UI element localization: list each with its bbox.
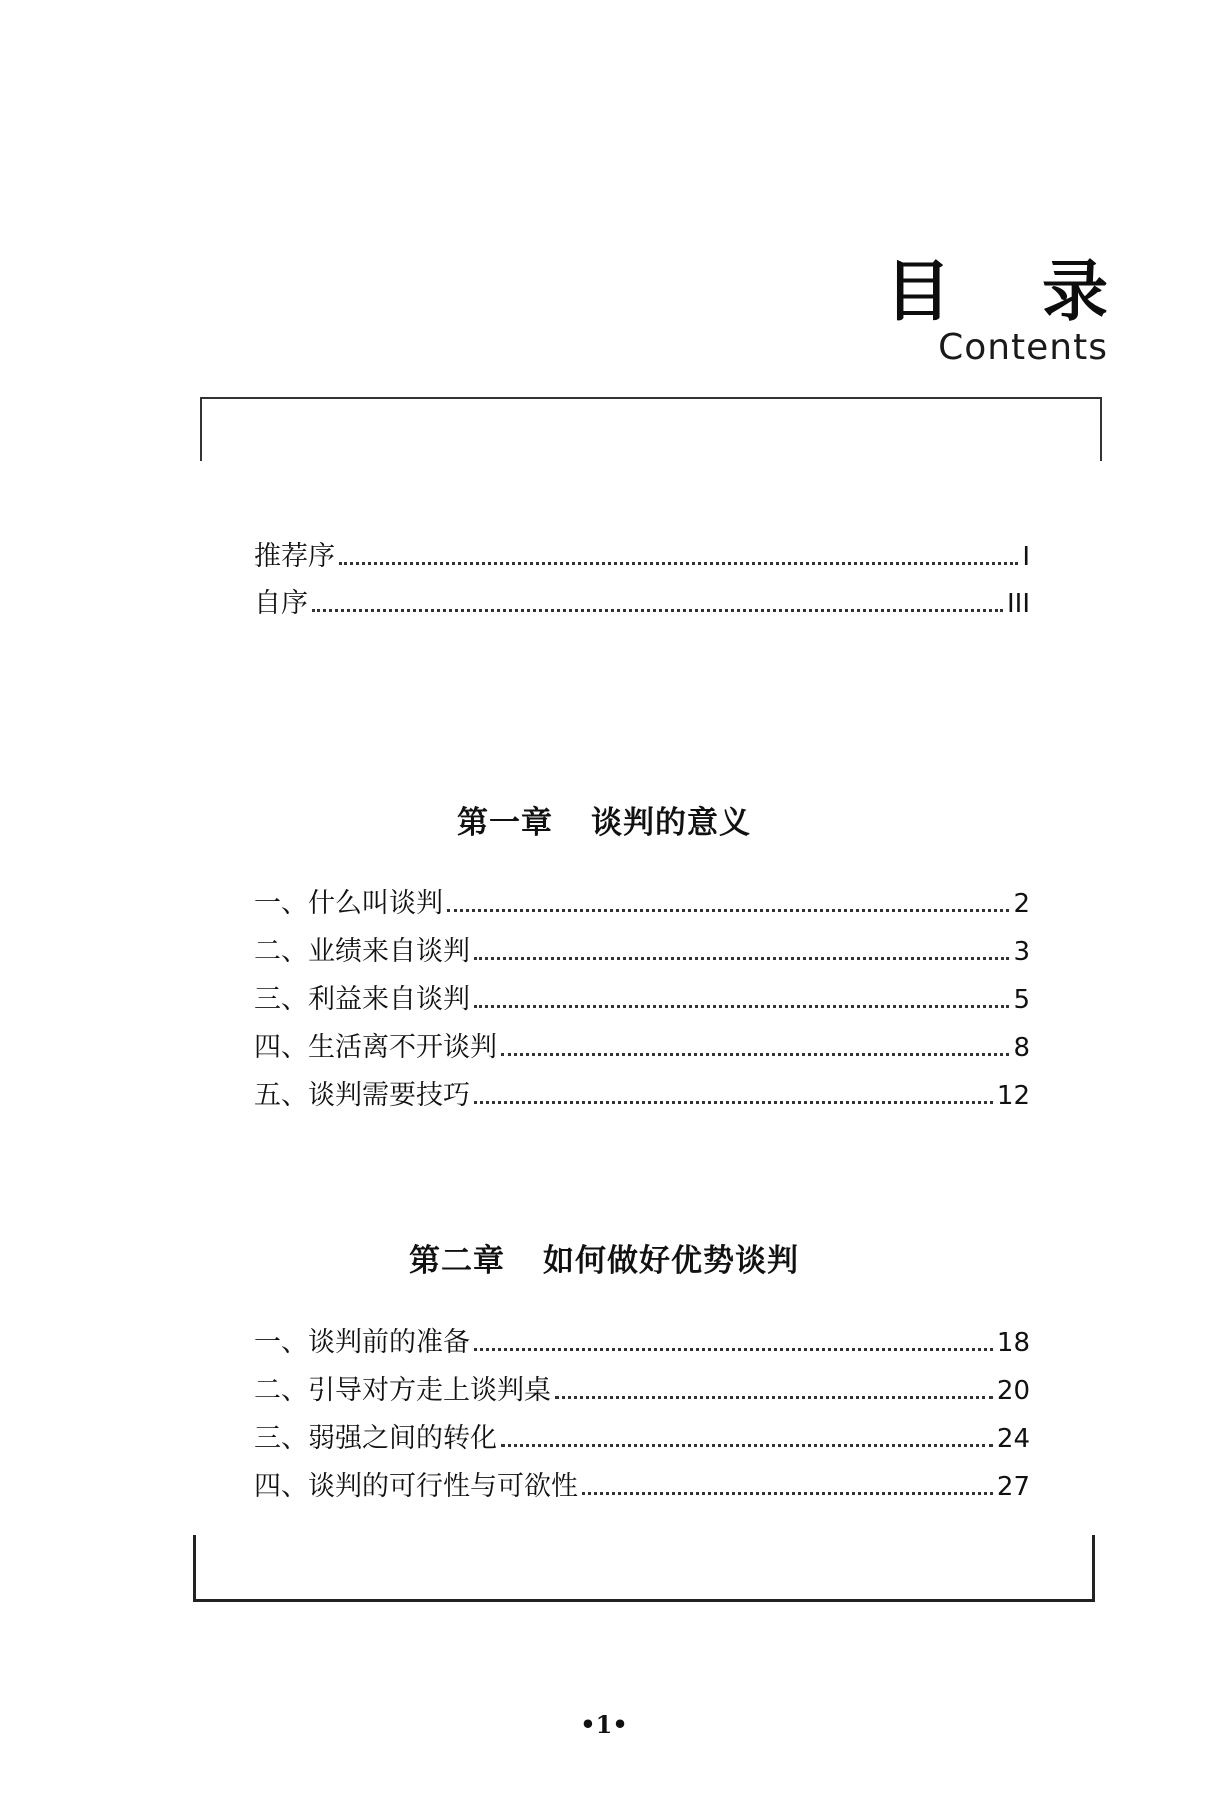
dot-leader [474,1005,1009,1008]
toc-entry-label: 一、什么叫谈判 [254,888,443,919]
toc-entry-page: 18 [996,1328,1030,1358]
dot-leader [501,1053,1009,1056]
dot-leader [474,957,1009,960]
top-frame-bracket [200,397,1102,461]
toc-entry-page: 5 [1013,985,1030,1015]
toc-entry[interactable] [254,1374,1030,1408]
dot-leader [474,1101,993,1104]
chapter-number: 第二章 [409,1243,505,1279]
toc-entry-page: 20 [996,1376,1030,1406]
toc-entry-page: 27 [996,1472,1030,1502]
toc-entry-label: 三、利益来自谈判 [254,984,470,1015]
toc-entry-page: 8 [1013,1033,1030,1063]
toc-title-english: Contents [938,327,1108,368]
toc-entry-label: 四、生活离不开谈判 [254,1032,497,1063]
toc-entry-label: 四、谈判的可行性与可欲性 [254,1471,578,1502]
dot-leader [474,1348,993,1351]
dot-leader [312,609,1003,612]
toc-entry[interactable] [254,1470,1030,1504]
toc-entry-label: 五、谈判需要技巧 [254,1080,470,1111]
dot-leader [501,1444,993,1447]
toc-entry[interactable] [254,1031,1030,1065]
toc-entry-page: III [1006,589,1030,619]
dot-leader [582,1492,993,1495]
toc-entry-page: 12 [996,1081,1030,1111]
page-number: •1• [580,1710,628,1739]
chapter-heading-2[interactable] [0,1235,1208,1280]
toc-entry-page: 2 [1013,889,1030,919]
toc-entry-preface-recommend[interactable] [254,540,1030,574]
toc-entry-page: 24 [996,1424,1030,1454]
toc-entry-preface-author[interactable] [254,587,1030,621]
toc-entry[interactable] [254,1079,1030,1113]
toc-entry-label: 三、弱强之间的转化 [254,1423,497,1454]
dot-leader [447,909,1009,912]
chapter-number: 第一章 [457,805,553,841]
toc-entry-page: I [1022,542,1030,572]
toc-entry-label: 二、引导对方走上谈判桌 [254,1375,551,1406]
chapter-title: 谈判的意义 [591,805,751,841]
toc-entry-label: 二、业绩来自谈判 [254,936,470,967]
bottom-frame-bracket [193,1535,1095,1602]
toc-entry[interactable] [254,983,1030,1017]
toc-entry-label: 一、谈判前的准备 [254,1327,470,1358]
toc-entry[interactable] [254,1326,1030,1360]
dot-leader [339,562,1018,565]
dot-leader [555,1396,993,1399]
toc-entry[interactable] [254,935,1030,969]
toc-entry-page: 3 [1013,937,1030,967]
toc-entry-label: 自序 [254,588,308,619]
chapter-title: 如何做好优势谈判 [543,1243,799,1279]
toc-entry[interactable] [254,1422,1030,1456]
toc-title-chinese: 目 录 [885,252,1142,330]
toc-entry[interactable] [254,887,1030,921]
chapter-heading-1[interactable] [0,797,1208,842]
toc-entry-label: 推荐序 [254,541,335,572]
